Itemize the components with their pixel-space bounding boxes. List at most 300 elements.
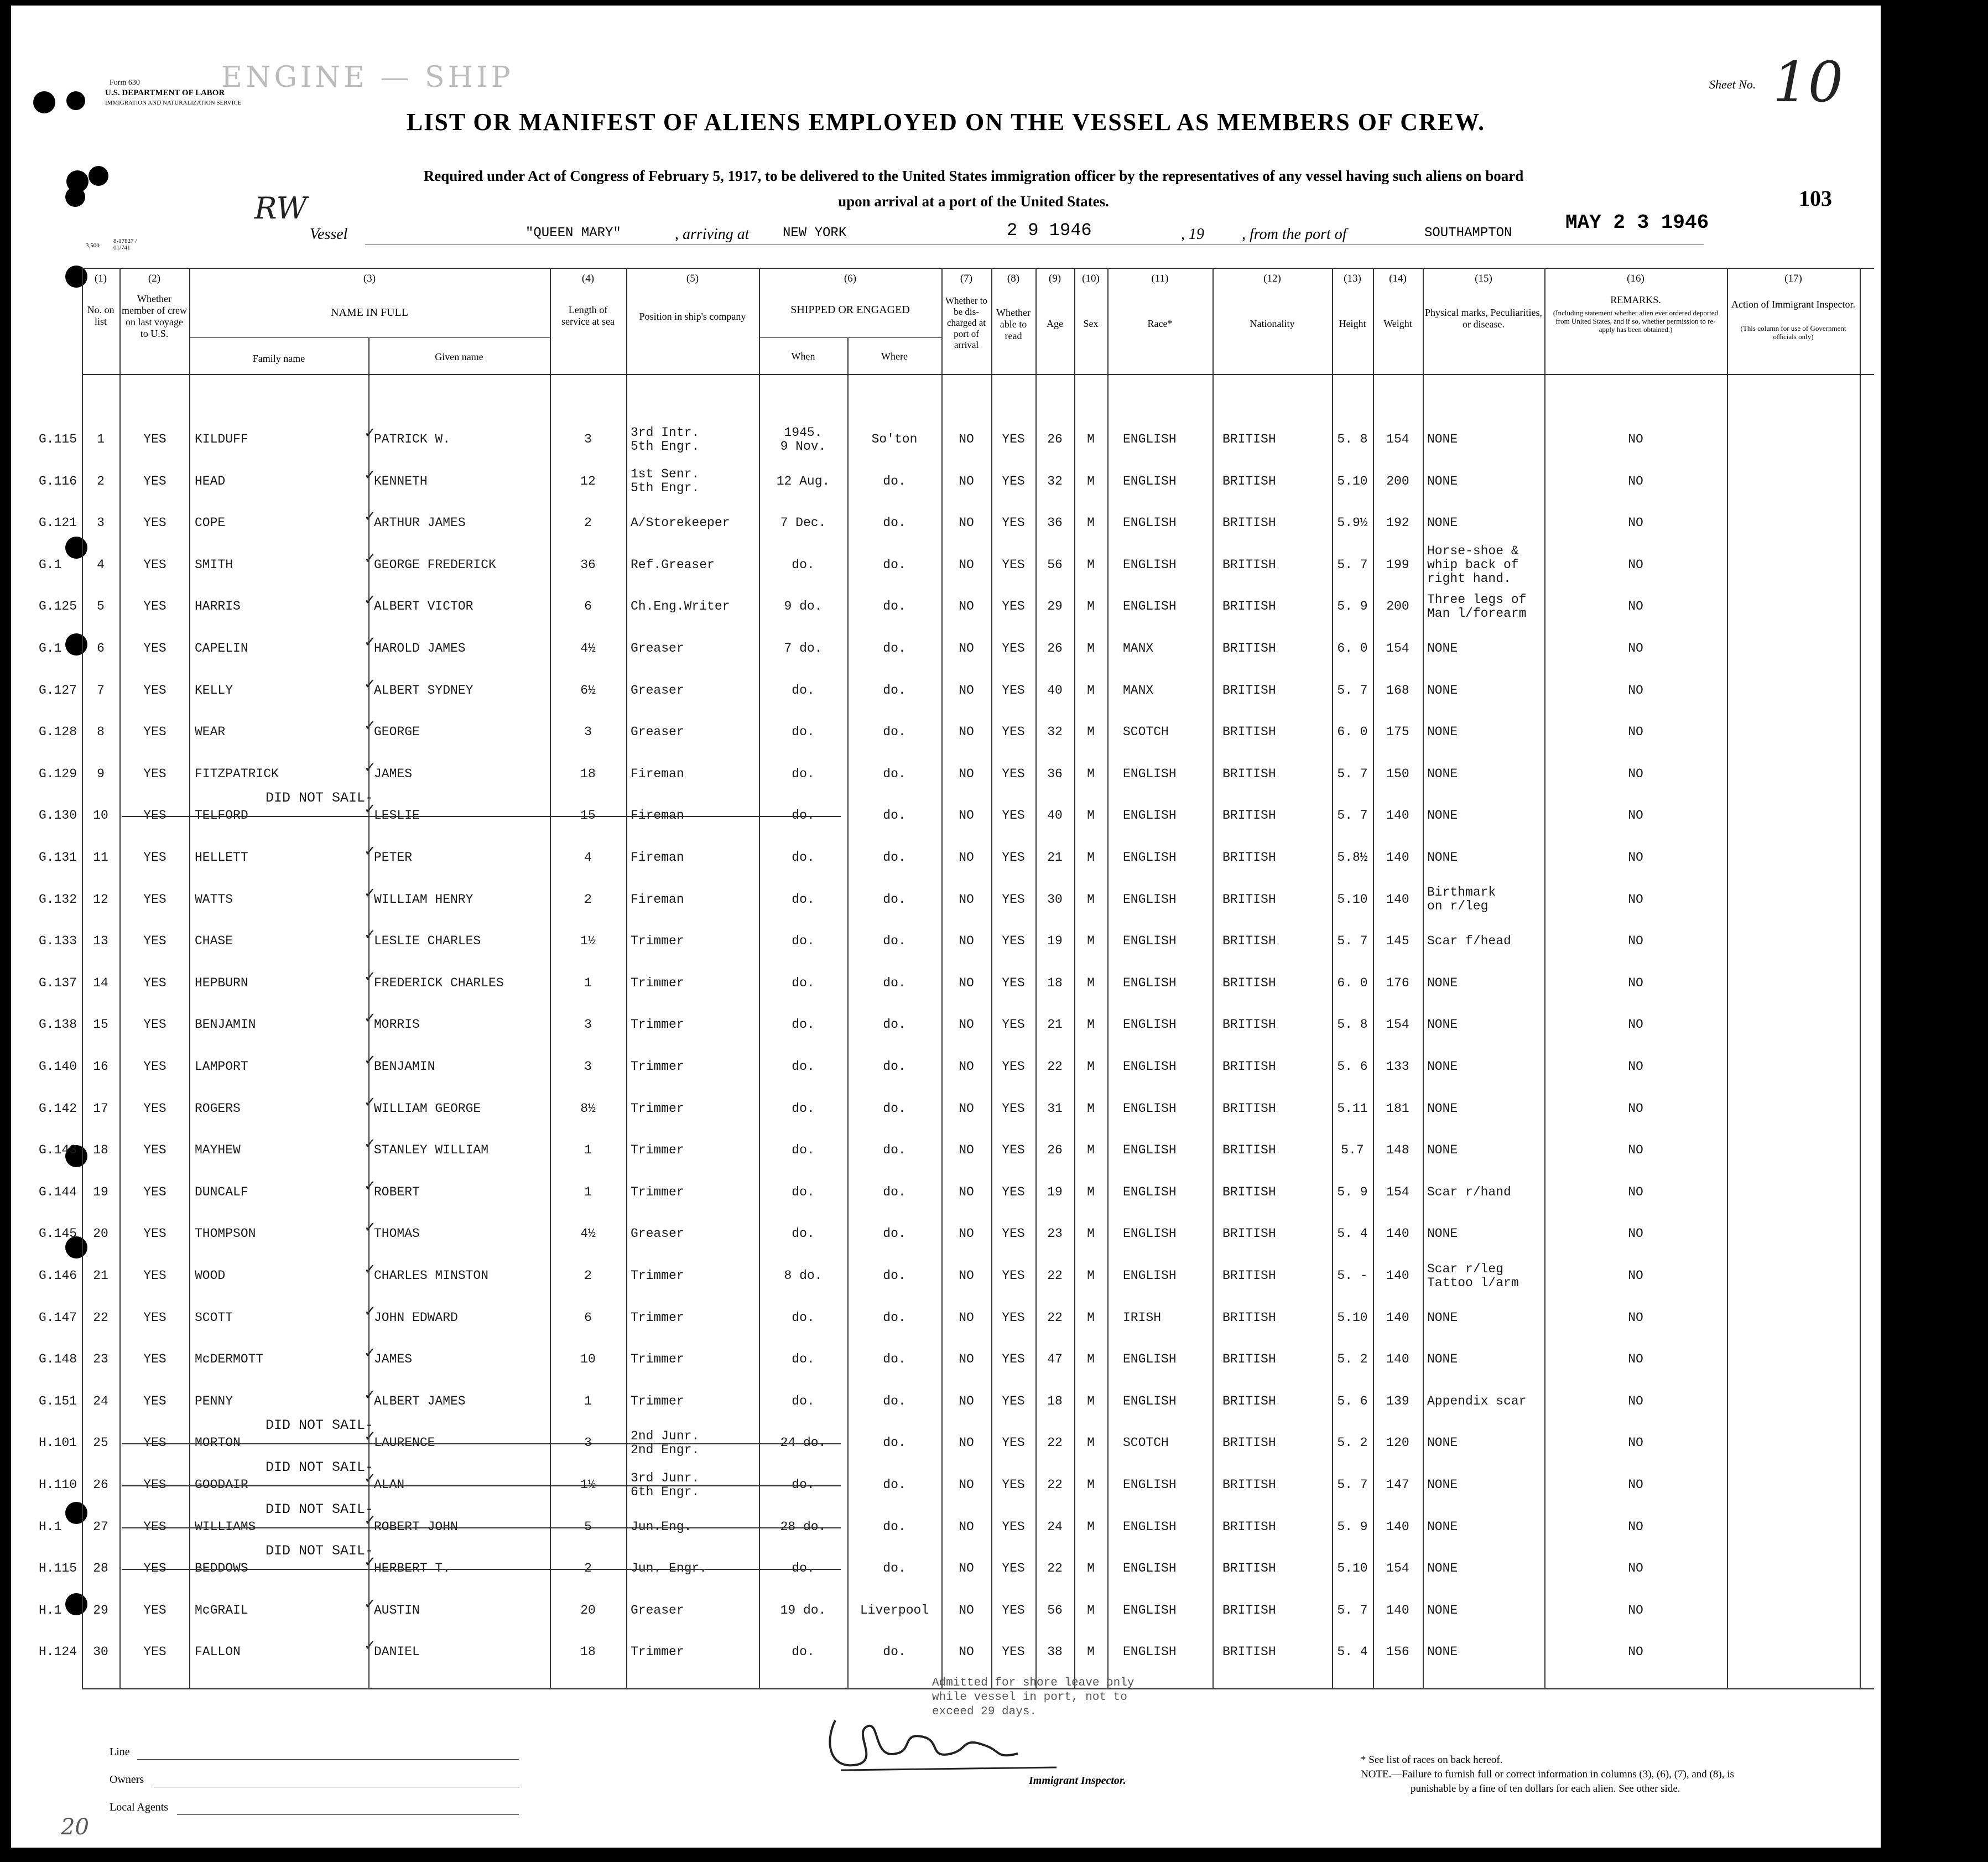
cell-when [760,767,846,781]
cell-line: NONE [1427,1059,1458,1074]
cell-read [992,1645,1034,1659]
cell-no [83,1311,118,1325]
cell-no [83,1143,118,1157]
cell-line: 154 [1386,641,1409,656]
header-discharged: Whether to be dis-charged at port of arrival [945,295,987,350]
cell-position [631,1143,758,1157]
cell-remarks [1545,1604,1726,1617]
header-sex: Sex [1083,318,1099,329]
cell-line: YES [1002,1645,1025,1660]
cell-age [1037,1060,1073,1074]
column-divider [1727,268,1728,1688]
cell-line: NO [1628,808,1643,823]
cell-height [1333,767,1372,781]
column-divider [1212,268,1214,1688]
cell-line: YES [1002,766,1025,781]
cell-line: ENGLISH [1123,1519,1177,1534]
cell-line: 5th Engr. [631,481,700,496]
check-mark-icon: ✓ [364,1177,376,1194]
cell-height [1333,1143,1372,1157]
cell-line: 5. 7 [1337,934,1368,949]
cell-line: 6½ [580,683,596,698]
cell-read [992,851,1034,865]
cell-line: 18 [580,1645,596,1660]
cell-height [1333,433,1372,446]
column-divider [626,268,627,1688]
cell-phys [1427,851,1543,865]
cell-remarks [1545,725,1726,739]
cell-height [1333,475,1372,488]
cell-line: WILLIAM HENRY [374,892,473,907]
cell-line: ROGERS [195,1101,241,1116]
cell-prev [122,558,188,572]
cell-line: do. [883,1059,906,1074]
cell-sex [1075,516,1106,530]
cell-prev [122,1018,188,1032]
cell-nat [1222,600,1331,613]
cell-line: NO [1628,432,1643,446]
header-where: Where [881,351,908,362]
cell-line: 1st Senr. [631,467,700,482]
cell-line: 13 [93,934,108,949]
cell-sex [1075,642,1106,656]
cell-line: McGRAIL [195,1603,248,1617]
check-mark-icon: ✓ [364,1345,376,1362]
cell-nat [1222,851,1331,865]
cell-line: NO [959,850,974,865]
cell-line: Greaser [631,683,684,698]
cell-line: 56 [1047,1603,1063,1617]
cell-height [1333,1311,1372,1325]
cell-line: ENGLISH [1123,1017,1177,1032]
cell-line: GEORGE [374,725,420,740]
cell-line: YES [143,1603,166,1617]
cell-line: ENGLISH [1123,1226,1177,1241]
cell-line: Scar r/leg [1427,1261,1504,1276]
cell-sex [1075,1395,1106,1408]
cell-line: NO [1628,1059,1643,1074]
cell-line: YES [1002,1478,1025,1492]
header-bottom-border [82,374,1874,375]
cell-when [760,725,846,739]
cell-line: 40 [1047,683,1063,698]
cell-line: ROBERT [374,1184,420,1199]
cell-line: G.147 [39,1310,77,1325]
from-port-label: , from the port of [1242,226,1347,243]
cell-line: G.129 [39,766,77,781]
cell-height [1333,809,1372,823]
cell-weight [1374,1018,1422,1032]
cell-line: G.142 [39,1101,77,1116]
cell-line: M [1087,892,1095,907]
cell-remarks [1545,934,1726,948]
cell-sex [1075,600,1106,613]
cell-line: Trimmer [631,1645,684,1660]
check-mark-icon: ✓ [364,1219,376,1236]
cell-line: do. [883,1645,906,1660]
cell-service [551,851,625,865]
cell-line: do. [883,1226,906,1241]
cell-disch [943,893,990,907]
cell-disch [943,642,990,656]
cell-line: YES [1002,516,1025,530]
cell-line: Fireman [631,850,684,865]
cell-line: NO [959,725,974,740]
cell-where [849,809,940,823]
cell-sex [1075,684,1106,698]
cell-line: NO [959,557,974,572]
cell-line: 176 [1386,975,1409,990]
check-mark-icon: ✓ [364,425,376,441]
cell-read [992,1060,1034,1074]
cell-line: 22 [1047,1310,1063,1325]
cell-line: G.127 [39,683,77,698]
cell-line: BRITISH [1222,934,1276,949]
cell-sex [1075,1645,1106,1659]
cell-line: Liverpool [860,1603,929,1617]
cell-line: BRITISH [1222,1017,1276,1032]
check-mark-icon: ✓ [364,759,376,776]
cell-age [1037,976,1073,990]
cell-read [992,1018,1034,1032]
cell-line: NO [1628,975,1643,990]
cell-code [39,600,83,613]
cell-line: NONE [1427,1435,1458,1450]
cell-line: do. [883,766,906,781]
cell-line: BRITISH [1222,725,1276,740]
cell-where [849,1185,940,1199]
cell-weight [1374,1353,1422,1366]
cell-service [551,1143,625,1157]
cell-line: BRITISH [1222,1603,1276,1617]
cell-family [195,1645,366,1659]
cell-line: NO [1628,516,1643,530]
cell-position [631,767,758,781]
inspector-signature [819,1698,1068,1781]
cell-age [1037,1102,1073,1116]
cell-line: NONE [1427,1310,1458,1325]
cell-line: 2 [97,474,105,488]
cell-line: HAROLD JAMES [374,641,466,656]
cell-line: 25 [93,1435,108,1450]
cell-line: CHARLES MINSTON [374,1268,489,1283]
cell-height [1333,893,1372,907]
cell-line: 6. 0 [1337,725,1368,740]
cell-where [849,475,940,488]
cell-age [1037,1395,1073,1408]
cell-disch [943,1395,990,1408]
cell-service [551,1018,625,1032]
cell-line: ENGLISH [1123,516,1177,530]
cell-sex [1075,1353,1106,1366]
cell-line: do. [883,1101,906,1116]
cell-position [631,1353,758,1366]
cell-line: 15 [93,1017,108,1032]
cell-line: YES [143,641,166,656]
cell-service [551,1395,625,1408]
cell-line: 5. 6 [1337,1393,1368,1408]
cell-nat [1222,1227,1331,1241]
cell-line: NO [1628,1435,1643,1450]
column-number: (17) [1784,273,1802,284]
cell-line: YES [1002,1226,1025,1241]
cell-prev [122,767,188,781]
cell-nat [1222,1562,1331,1575]
header-action-note: (This column for use of Government officials only) [1740,324,1846,341]
cell-when [760,1143,846,1157]
cell-position [631,467,758,495]
cell-line: M [1087,934,1095,949]
cell-disch [943,1143,990,1157]
cell-code [39,1185,83,1199]
cell-where [849,1395,940,1408]
column-number: (15) [1475,273,1492,284]
cell-line: 5. 4 [1337,1226,1368,1241]
cell-line: BRITISH [1222,599,1276,614]
cell-age [1037,893,1073,907]
cell-line: NONE [1427,516,1458,530]
cell-line: 1 [584,1184,592,1199]
cell-race [1123,1185,1211,1199]
cell-weight [1374,725,1422,739]
cell-line: Fireman [631,766,684,781]
cell-nat [1222,433,1331,446]
cell-prev [122,1311,188,1325]
column-number: (16) [1627,273,1644,284]
cell-disch [943,1269,990,1283]
cell-line: do. [792,808,815,823]
cell-line: Scar r/hand [1427,1184,1511,1199]
cell-line: ALBERT SYDNEY [374,683,473,698]
cell-line: THOMAS [374,1226,420,1241]
cell-where [849,1478,940,1492]
cell-race [1123,1520,1211,1534]
cell-line: do. [883,1561,906,1576]
cell-line: 20 [93,1226,108,1241]
cell-weight [1374,433,1422,446]
subtitle-line: upon arrival at a port of the United States. [838,193,1109,210]
cell-disch [943,934,990,948]
cell-line: BRITISH [1222,516,1276,530]
cell-race [1123,1060,1211,1074]
cell-height [1333,1185,1372,1199]
cell-line: NONE [1427,1226,1458,1241]
cell-code [39,684,83,698]
cell-line: 5. 4 [1337,1645,1368,1660]
cell-remarks [1545,1018,1726,1032]
cell-line: do. [792,557,815,572]
cell-line: M [1087,850,1095,865]
cell-line: 6 [584,1310,592,1325]
did-not-sail-annotation: DID NOT SAIL- [266,1459,374,1475]
cell-code [39,1604,83,1617]
cell-age [1037,1143,1073,1157]
header-race: Race* [1147,318,1173,329]
cell-line: YES [143,892,166,907]
cell-line: 5 [584,1519,592,1534]
cell-prev [122,893,188,907]
cell-line: M [1087,1268,1095,1283]
cell-line: do. [792,934,815,949]
cell-service [551,475,625,488]
cell-line: 6. 0 [1337,641,1368,656]
cell-where [849,558,940,572]
cell-line: BRITISH [1222,1352,1276,1367]
cell-where [849,1018,940,1032]
cell-line: 3rd Junr. [631,1470,700,1485]
cell-position [631,1269,758,1283]
cell-code [39,1018,83,1032]
header-given-name: Given name [435,351,483,362]
cell-line: do. [883,599,906,614]
cell-line: 8½ [580,1101,596,1116]
cell-position [631,976,758,990]
cell-line: FALLON [195,1645,241,1660]
arriving-port: NEW YORK [783,226,847,241]
cell-line: 5. 8 [1337,1017,1368,1032]
cell-code [39,851,83,865]
cell-line: ALAN [374,1478,405,1492]
cell-line: NO [959,1561,974,1576]
cell-code [39,893,83,907]
cell-family [195,976,366,990]
cell-line: NO [959,1478,974,1492]
cell-when [760,1645,846,1659]
cell-given [374,934,549,948]
cell-disch [943,1562,990,1575]
cell-when [760,1311,846,1325]
cell-line: Three legs of [1427,592,1527,607]
cell-line: 9 do. [784,599,823,614]
header-physical-marks: Physical marks, Peculiarities, or disease. [1425,307,1542,330]
cell-disch [943,516,990,530]
cell-line: NO [959,1393,974,1408]
cell-line: NONE [1427,850,1458,865]
cell-prev [122,976,188,990]
cell-height [1333,1562,1372,1575]
cell-prev [122,1227,188,1241]
cell-family [195,600,366,613]
cell-line: 1 [97,432,105,446]
cell-where [849,1353,940,1366]
cell-line: ENGLISH [1123,1268,1177,1283]
cell-line: ENGLISH [1123,599,1177,614]
cell-line: AUSTIN [374,1603,420,1617]
cell-line: M [1087,1603,1095,1617]
cell-line: do. [883,808,906,823]
cell-read [992,684,1034,698]
check-mark-icon: ✓ [364,1010,376,1027]
cell-age [1037,851,1073,865]
cell-line: 145 [1386,934,1409,949]
cell-position [631,934,758,948]
cell-line: NO [1628,934,1643,949]
cell-race [1123,809,1211,823]
cell-line: FREDERICK CHARLES [374,975,504,990]
cell-age [1037,684,1073,698]
cell-family [195,1227,366,1241]
page-number: 103 [1799,186,1832,211]
cell-line: 139 [1386,1393,1409,1408]
check-mark-icon: ✓ [364,592,376,609]
cell-age [1037,767,1073,781]
cell-line: BENJAMIN [374,1059,435,1074]
cell-read [992,1102,1034,1116]
punch-hole [65,187,85,207]
cell-line: YES [1002,725,1025,740]
cell-line: SCOTCH [1123,725,1169,740]
stamp-line: while vessel in port, not to [932,1691,1127,1704]
cell-phys [1427,475,1543,488]
cell-line: G.128 [39,725,77,740]
cell-line: M [1087,975,1095,990]
cell-weight [1374,1520,1422,1534]
cell-remarks [1545,1520,1726,1534]
check-mark-icon: ✓ [364,1094,376,1111]
cell-height [1333,1353,1372,1366]
cell-line: H.124 [39,1645,77,1660]
cell-line: 3 [584,432,592,446]
cell-line: 10 [580,1352,596,1367]
cell-line: NONE [1427,1561,1458,1576]
cell-read [992,1353,1034,1366]
cell-line: 28 [93,1561,108,1576]
cell-age [1037,475,1073,488]
cell-line: M [1087,474,1095,488]
cell-read [992,1436,1034,1450]
cell-when [760,684,846,698]
cell-when [760,851,846,865]
header-name-in-full: NAME IN FULL [331,306,408,319]
cell-line: ENGLISH [1123,1645,1177,1660]
check-mark-icon: ✓ [364,1512,376,1529]
cell-code [39,475,83,488]
cell-line: BRITISH [1222,1393,1276,1408]
cell-disch [943,1102,990,1116]
cell-line: do. [792,1017,815,1032]
cell-line: 168 [1386,683,1409,698]
cell-line: BRITISH [1222,474,1276,488]
cell-line: BRITISH [1222,1143,1276,1158]
cell-remarks [1545,1436,1726,1450]
cell-height [1333,725,1372,739]
cell-line: 5. 9 [1337,599,1368,614]
cell-line: YES [1002,1184,1025,1199]
cell-line: G.130 [39,808,77,823]
cell-phys [1427,886,1543,913]
cell-no [83,1018,118,1032]
cell-line: M [1087,516,1095,530]
cell-line: 32 [1047,474,1063,488]
cell-position [631,1395,758,1408]
cell-service [551,1645,625,1659]
cell-weight [1374,1436,1422,1450]
cell-read [992,1562,1034,1575]
cell-line: HELLETT [195,850,248,865]
cell-line: GOODAIR [195,1478,248,1492]
cell-no [83,475,118,488]
cell-line: YES [143,1143,166,1158]
cell-no [83,1604,118,1617]
cell-phys [1427,1436,1543,1450]
cell-line: 175 [1386,725,1409,740]
cell-line: MANX [1123,683,1154,698]
cell-line: 5.8½ [1337,850,1368,865]
cell-line: 24 [1047,1519,1063,1534]
column-number: (10) [1082,273,1100,284]
cell-race [1123,1604,1211,1617]
cell-line: do. [883,641,906,656]
